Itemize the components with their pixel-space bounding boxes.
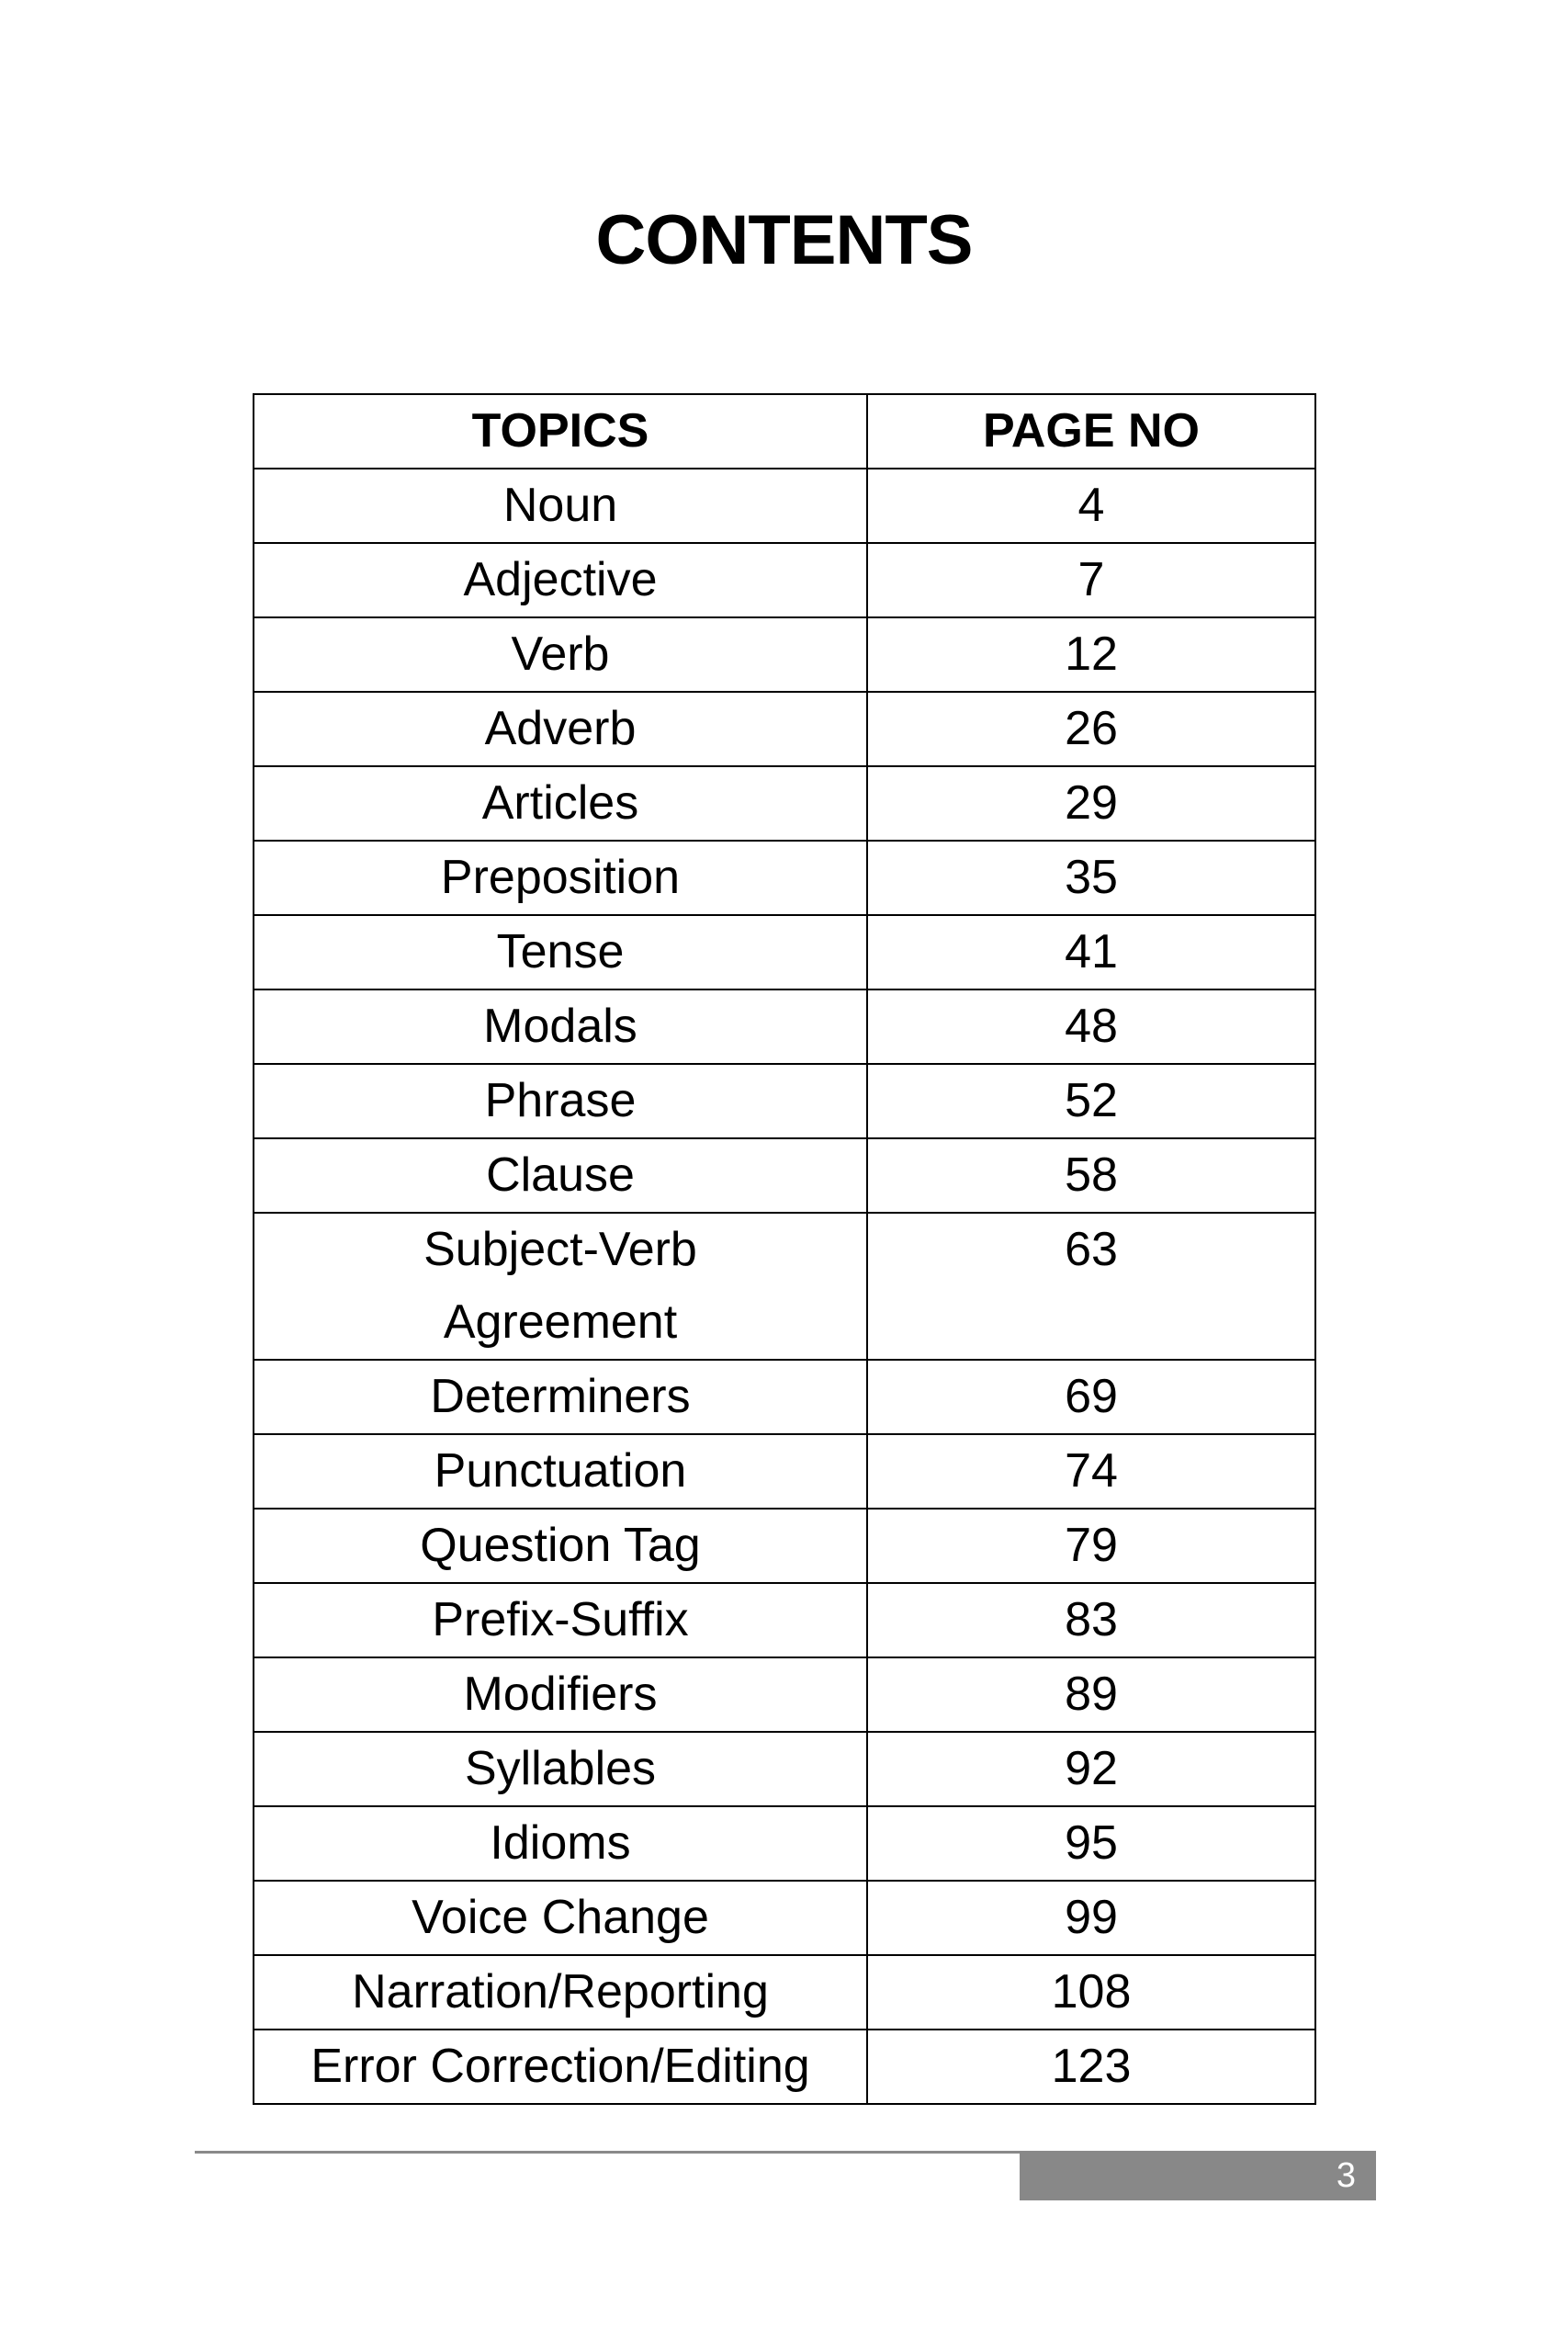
table-row — [254, 2030, 1315, 2104]
topic-cell: Determiners — [254, 1360, 867, 1434]
page-title: CONTENTS — [595, 201, 973, 279]
page-cell: 123 — [867, 2030, 1315, 2104]
page-cell: 63 — [867, 1213, 1315, 1360]
table-row — [254, 1583, 1315, 1657]
topic-cell: Syllables — [254, 1732, 867, 1806]
topic-cell: Voice Change — [254, 1881, 867, 1955]
page-cell: 89 — [867, 1657, 1315, 1732]
topic-cell: Error Correction/Editing — [254, 2030, 867, 2104]
page-cell: 79 — [867, 1509, 1315, 1583]
page-cell: 83 — [867, 1583, 1315, 1657]
table-row — [254, 841, 1315, 915]
page-number: 3 — [1020, 2152, 1376, 2200]
page-cell: 92 — [867, 1732, 1315, 1806]
topic-cell: Tense — [254, 915, 867, 989]
table-row — [254, 1806, 1315, 1881]
page-cell: 26 — [867, 692, 1315, 766]
topic-cell: Subject-Verb Agreement — [254, 1213, 867, 1360]
topic-cell: Noun — [254, 469, 867, 543]
topic-cell: Phrase — [254, 1064, 867, 1138]
page-cell: 58 — [867, 1138, 1315, 1213]
table-row — [254, 617, 1315, 692]
topic-cell: Modifiers — [254, 1657, 867, 1732]
topic-cell: Clause — [254, 1138, 867, 1213]
topic-cell: Modals — [254, 989, 867, 1064]
table-row — [254, 1138, 1315, 1213]
table-row — [254, 766, 1315, 841]
page-cell: 69 — [867, 1360, 1315, 1434]
page-cell: 99 — [867, 1881, 1315, 1955]
table-row — [254, 543, 1315, 617]
page-cell: 52 — [867, 1064, 1315, 1138]
page-cell: 41 — [867, 915, 1315, 989]
topic-cell: Idioms — [254, 1806, 867, 1881]
table-row — [254, 1732, 1315, 1806]
page-cell: 7 — [867, 543, 1315, 617]
header-page-no: PAGE NO — [867, 394, 1315, 469]
table-row — [254, 1881, 1315, 1955]
page-cell: 48 — [867, 989, 1315, 1064]
table-row — [254, 1213, 1315, 1360]
table-row — [254, 915, 1315, 989]
header-topics: TOPICS — [254, 394, 867, 469]
topic-cell: Verb — [254, 617, 867, 692]
topic-cell: Articles — [254, 766, 867, 841]
topic-cell: Punctuation — [254, 1434, 867, 1509]
topic-cell: Adverb — [254, 692, 867, 766]
table-row — [254, 1955, 1315, 2030]
topic-cell: Narration/Reporting — [254, 1955, 867, 2030]
topic-cell: Question Tag — [254, 1509, 867, 1583]
table-row — [254, 1509, 1315, 1583]
topic-cell: Adjective — [254, 543, 867, 617]
page-cell: 12 — [867, 617, 1315, 692]
page-cell: 4 — [867, 469, 1315, 543]
table-row — [254, 989, 1315, 1064]
topic-cell: Prefix-Suffix — [254, 1583, 867, 1657]
table-header-row — [254, 394, 1315, 469]
page-cell: 29 — [867, 766, 1315, 841]
table-row — [254, 1360, 1315, 1434]
topic-cell: Preposition — [254, 841, 867, 915]
table-row — [254, 469, 1315, 543]
table-row — [254, 1657, 1315, 1732]
table-row — [254, 692, 1315, 766]
table-row — [254, 1434, 1315, 1509]
page-cell: 35 — [867, 841, 1315, 915]
page-cell: 95 — [867, 1806, 1315, 1881]
page-cell: 74 — [867, 1434, 1315, 1509]
table-row — [254, 1064, 1315, 1138]
page-cell: 108 — [867, 1955, 1315, 2030]
contents-table — [253, 393, 1316, 2105]
